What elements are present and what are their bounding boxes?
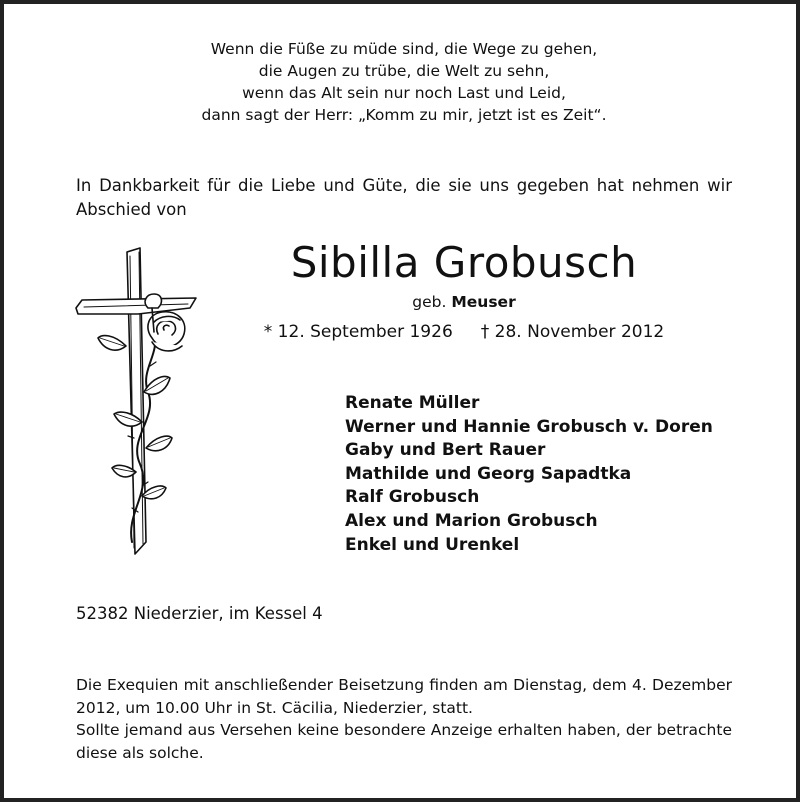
deceased-name: Sibilla Grobusch (290, 238, 638, 287)
birth-name-value: Meuser (451, 293, 516, 311)
cross-with-rose-icon (68, 242, 208, 558)
birth-name (254, 291, 674, 313)
mourner: Gaby und Bert Rauer (345, 440, 546, 461)
mourner: Mathilde und Georg Sapadtka (345, 463, 632, 484)
mourner: Renate Müller (345, 393, 480, 413)
poem-line: dann sagt der Herr: „Komm zu mir, jetzt ist es Zeit“. (201, 106, 607, 124)
address: 52382 Niederzier, im Kessel 4 (76, 604, 323, 623)
mourner: Enkel und Urenkel (345, 534, 520, 555)
mourner: Ralf Grobusch (345, 487, 480, 508)
birth-name-prefix: geb. (412, 293, 447, 311)
poem-line: Wenn die Füße zu müde sind, die Wege zu gehen, (210, 40, 598, 58)
poem (124, 38, 684, 126)
intro-text: In Dankbarkeit für die Liebe und Güte, die sie uns gegeben hat nehmen wir Abschied von (76, 176, 732, 219)
mourner: Alex und Marion Grobusch (345, 510, 598, 531)
birth-date: * 12. September 1926 (263, 322, 453, 342)
mourners-list (345, 392, 713, 557)
death-date: † 28. November 2012 (480, 322, 665, 342)
life-dates (254, 320, 674, 344)
funeral-notice (76, 674, 732, 764)
disclaimer: Sollte jemand aus Versehen keine besondere Anzeige erhalten haben, der betrachte diese als solche. (76, 721, 732, 762)
poem-line: die Augen zu trübe, die Welt zu sehn, (258, 62, 550, 80)
mourner: Werner und Hannie Grobusch v. Doren (345, 416, 713, 437)
poem-line: wenn das Alt sein nur noch Last und Leid, (242, 84, 566, 102)
funeral-details: Die Exequien mit anschließender Beisetzung finden am Dienstag, dem 4. Dezember 2012, um 10.00 Uhr in St. Cäcilia, Niederzier, statt. (76, 676, 732, 717)
